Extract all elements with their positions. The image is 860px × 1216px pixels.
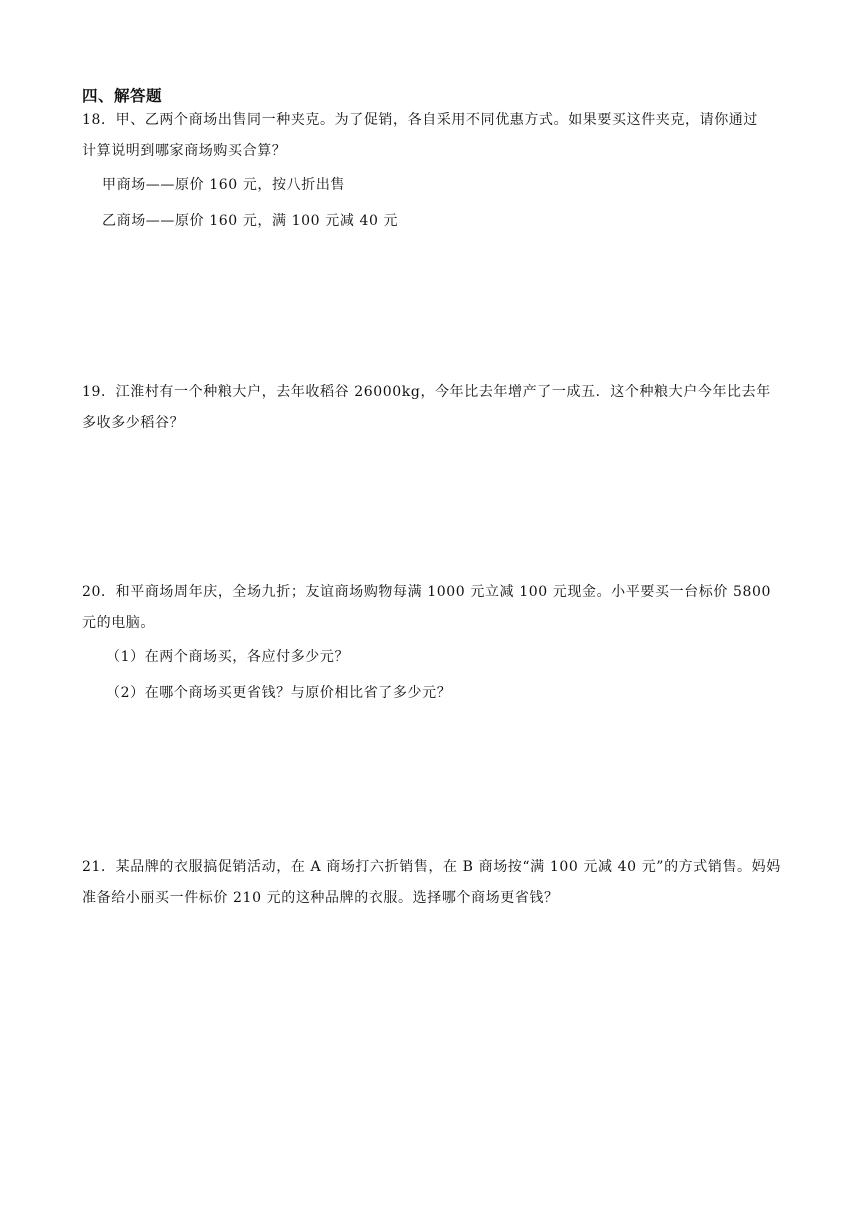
question-19-line-2: 多收多少稻谷？ — [82, 415, 185, 431]
question-18-line-1: 18．甲、乙两个商场出售同一种夹克。为了促销，各自采用不同优惠方式。如果要买这件夹克，请你通过 — [82, 112, 759, 128]
question-21-line-2: 准备给小丽买一件标价 210 元的这种品牌的衣服。选择哪个商场更省钱？ — [82, 890, 559, 906]
question-18-option-jia: 甲商场——原价 160 元，按八折出售 — [102, 177, 346, 193]
question-18 — [82, 105, 814, 239]
question-20-line-1: 20．和平商场周年庆，全场九折；友谊商场购物每满 1000 元立减 100 元现金。小平要买一台标价 5800 — [82, 584, 772, 600]
question-19 — [82, 377, 814, 439]
question-20-part-2: （2）在哪个商场买更省钱？与原价相比省了多少元？ — [106, 685, 452, 701]
question-21 — [82, 852, 814, 914]
question-18-option-yi: 乙商场——原价 160 元，满 100 元减 40 元 — [102, 213, 399, 229]
question-20-part-1: （1）在两个商场买，各应付多少元？ — [106, 649, 350, 665]
question-20-line-2: 元的电脑。 — [82, 615, 155, 631]
question-21-line-1: 21．某品牌的衣服搞促销活动，在 A 商场打六折销售，在 B 商场按“满 100 元减 40 元”的方式销售。妈妈 — [82, 859, 781, 875]
question-18-line-2: 计算说明到哪家商场购买合算？ — [82, 143, 287, 159]
section-title: 四、解答题 — [82, 87, 163, 105]
question-19-line-1: 19．江淮村有一个种粮大户，去年收稻谷 26000kg，今年比去年增产了一成五．这个种粮大户今年比去年 — [82, 384, 771, 400]
question-20 — [82, 577, 814, 711]
